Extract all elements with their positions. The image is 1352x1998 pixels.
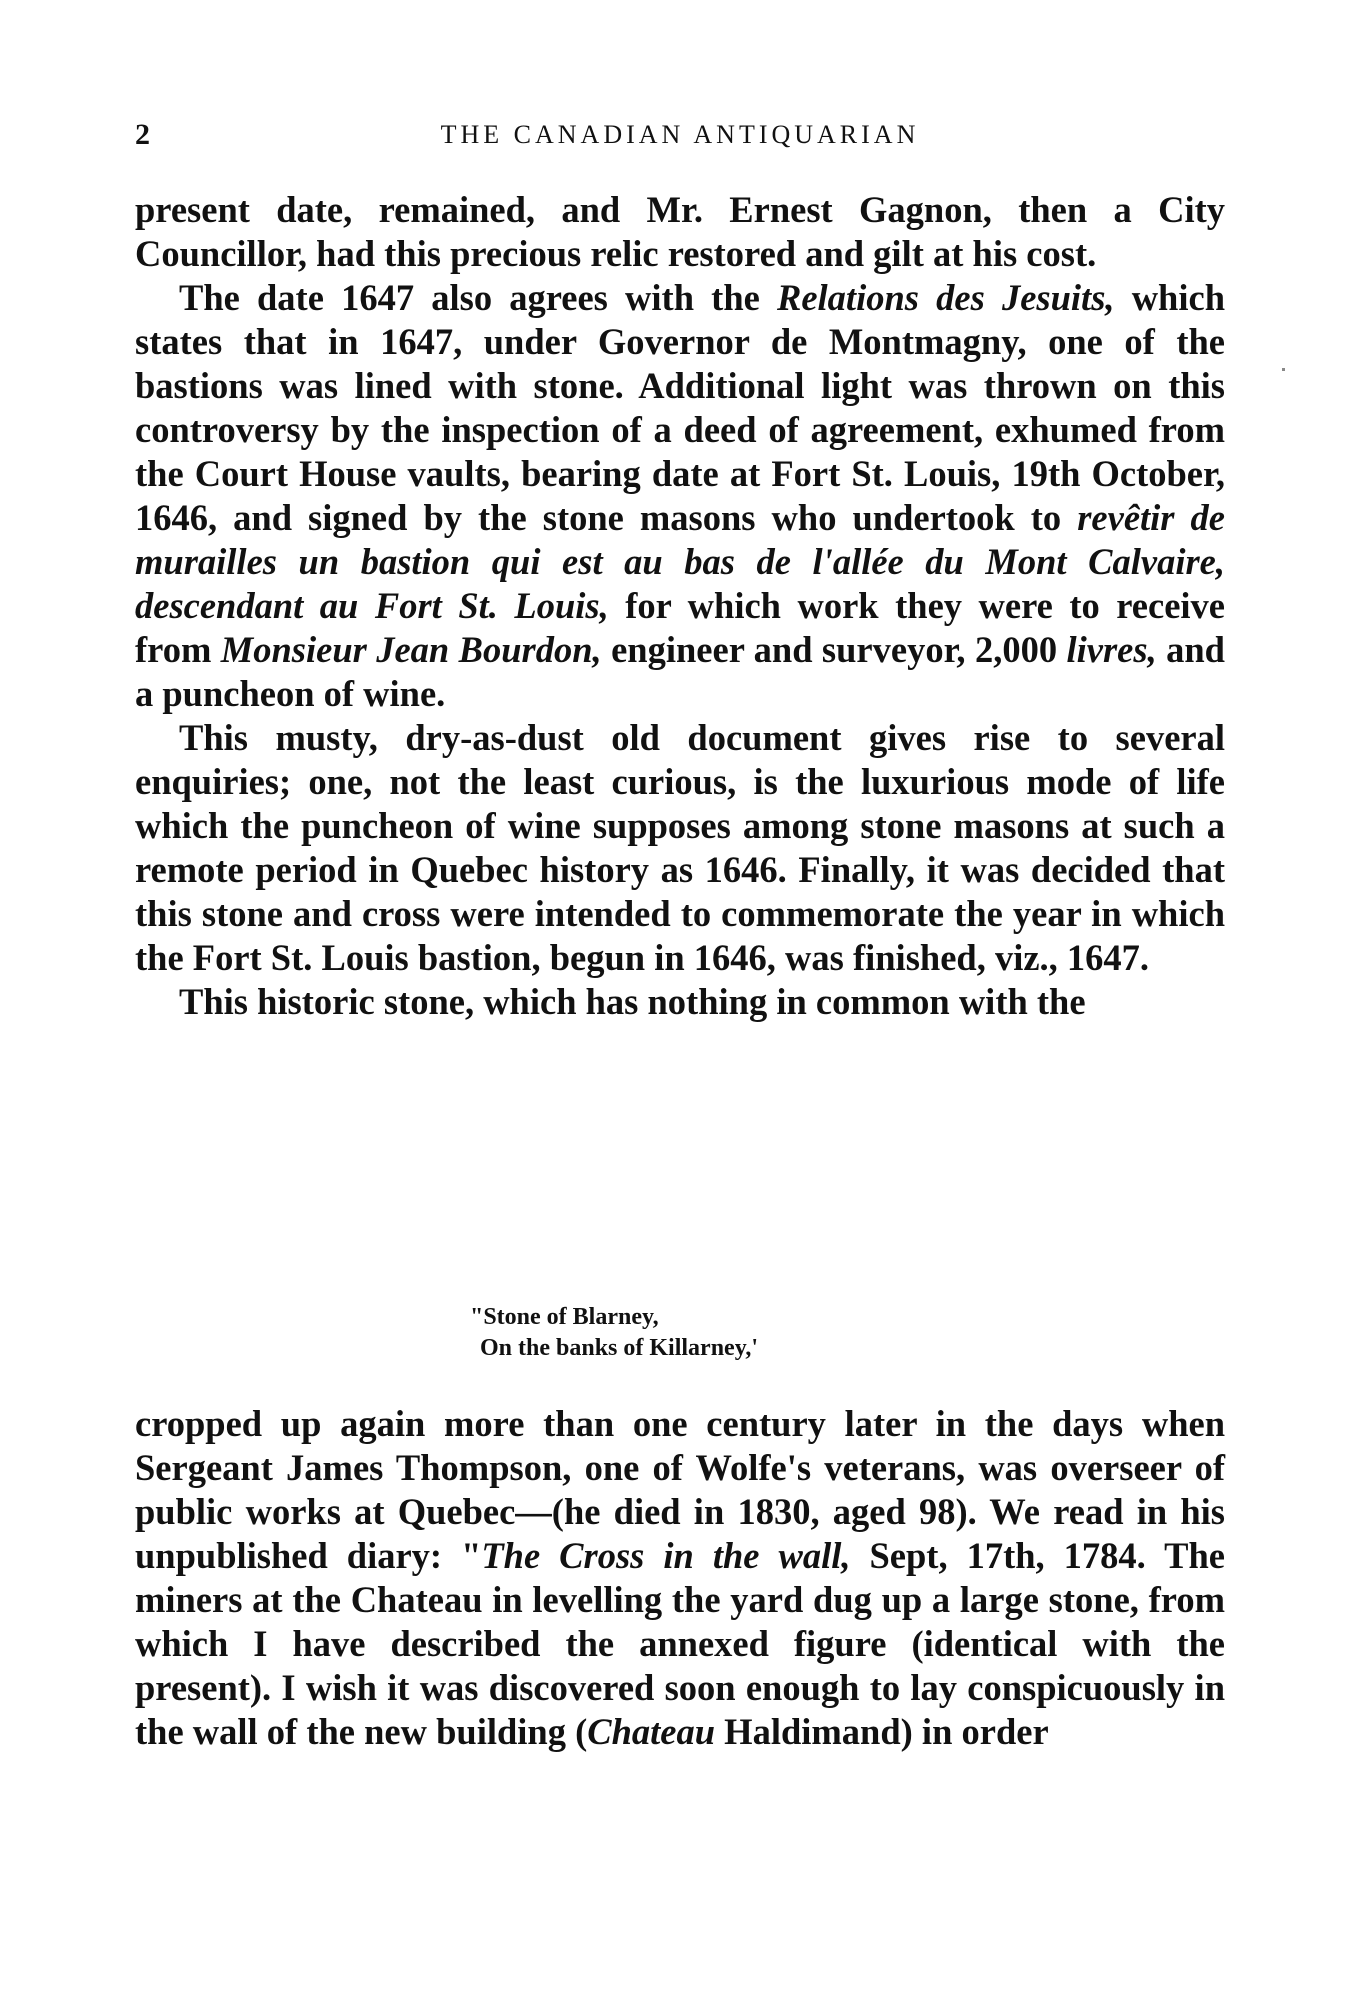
paragraph-text: which states that in 1647, under Governor de Montmagny, one of the bastions was lined with stone. Additional light was thrown on this controversy by the inspection of a deed of agreement, exhumed from the Court House vaults, bearing date at Fort St. Louis, 19th October, 1646, and signed by the stone masons who undertook to — [135, 277, 1225, 538]
paragraph-text: cropped up again more than one century later in the days when Sergeant James Thompson, one of Wolfe's veterans, was overseer of public works at Quebec—(he died in 1830, aged 98). We read in his unpublished diary: " — [135, 1403, 1225, 1576]
verse-line-1: "Stone of Blarney, — [470, 1304, 659, 1330]
journal-title: THE CANADIAN ANTIQUARIAN — [440, 120, 920, 149]
paragraph-musty-document — [135, 716, 1225, 980]
italic-title: Relations des Jesuits, — [777, 277, 1115, 318]
paragraph-text: engineer and surveyor, 2,000 — [601, 629, 1067, 670]
paragraph-thompson-diary — [135, 1402, 1225, 1754]
paragraph-text: This historic stone, which has nothing in common with the — [179, 981, 1086, 1022]
paragraph-historic-stone — [135, 980, 1225, 1024]
paragraph-text: for which work they were to receive from — [135, 585, 1225, 670]
italic-diary-title: The Cross in the wall, — [481, 1535, 851, 1576]
italic-french-quote: revêtir de murailles un bastion qui est au bas de l'allée du Mont Calvaire, descendant au Fort St. Louis, — [135, 497, 1225, 626]
italic-currency: livres, — [1066, 629, 1157, 670]
paragraph-text: The date 1647 also agrees with the — [179, 277, 777, 318]
paragraph-text: Haldimand) in order — [715, 1711, 1049, 1752]
paragraph-text: present date, remained, and Mr. Ernest Gagnon, then a City Councillor, had this precious relic restored and gilt at his cost. — [135, 189, 1225, 274]
italic-building-name: Chateau — [587, 1711, 716, 1752]
italic-name: Monsieur Jean Bourdon, — [220, 629, 602, 670]
paragraph-text: This musty, dry-as-dust old document gives rise to several enquiries; one, not the least curious, is the luxurious mode of life which the puncheon of wine supposes among stone masons at such a remote period in Quebec history as 1646. Finally, it was decided that this stone and cross were intended to commemorate the year in which the Fort St. Louis bastion, begun in 1646, was finished, viz., 1647. — [135, 717, 1225, 978]
body-text-upper — [135, 188, 1225, 1024]
verse-line-2: On the banks of Killarney,' — [480, 1335, 759, 1361]
paragraph-text: and a puncheon of wine. — [135, 629, 1225, 714]
verse-quote — [470, 1302, 970, 1364]
paragraph-continued — [135, 188, 1225, 276]
page-number: 2 — [135, 118, 150, 151]
print-speck — [1282, 368, 1285, 371]
paragraph-relations — [135, 276, 1225, 716]
paragraph-text: Sept, 17th, 1784. The miners at the Chateau in levelling the yard dug up a large stone, from which I have described the annexed figure (identical with the present). I wish it was discovered soon enough to lay conspicuously in the wall of the new building ( — [135, 1535, 1225, 1752]
body-text-lower — [135, 1402, 1225, 1754]
running-head — [135, 118, 1225, 158]
